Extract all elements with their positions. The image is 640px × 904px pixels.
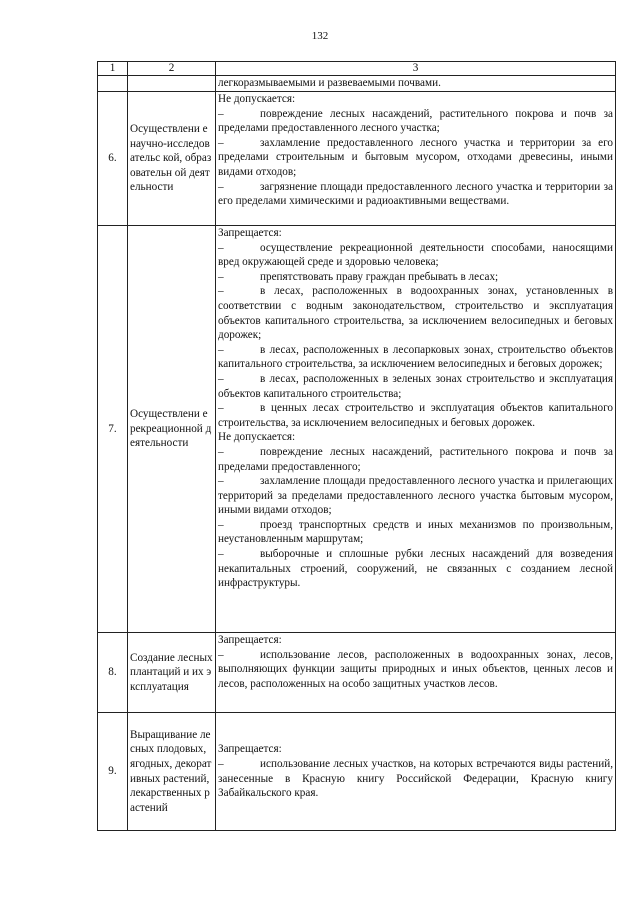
dash-marker: – <box>218 648 224 661</box>
dash-marker: – <box>218 180 224 193</box>
restriction-heading: Не допускается: <box>218 93 296 105</box>
restriction-text: осуществление рекреационной деятельности способами, наносящими вред окружающей среде и здоровью человека; <box>218 241 613 269</box>
restrictions-cell <box>216 226 616 633</box>
dash-marker: – <box>218 475 224 488</box>
dash-marker: – <box>218 270 224 283</box>
dash-marker: – <box>218 548 224 561</box>
restriction-item <box>218 401 613 430</box>
restriction-item <box>218 518 613 547</box>
restriction-item <box>218 343 613 372</box>
restriction-text: повреждение лесных насаждений, растительного покрова и почв за пределами предоставленного; <box>218 445 613 473</box>
restriction-text: в лесах, расположенных в водоохранных зонах, установленных в соответствии с водным законодательством, строительство и эксплуатация объектов капитального строительства, за исключением велосипедных и беговых дорожек; <box>218 285 613 342</box>
continuation-text: легкоразмываемыми и развеваемыми почвами. <box>216 76 616 92</box>
restriction-item <box>218 241 613 270</box>
restrictions-cell <box>216 713 616 831</box>
row-number: 8. <box>98 633 128 713</box>
restriction-text: выборочные и сплошные рубки лесных насаждений для возведения некапитальных строений, сооружений, не связанных с созданием лесной инфраструктуры. <box>218 548 613 590</box>
restriction-heading: Запрещается: <box>218 227 282 239</box>
dash-marker: – <box>218 372 224 385</box>
table-row <box>98 92 616 226</box>
table-row <box>98 713 616 831</box>
restriction-item <box>218 136 613 180</box>
restriction-text: в лесах, расположенных в лесопарковых зонах, строительство объектов капитального строительства, за исключением велосипедных и беговых дорожек; <box>218 343 613 371</box>
activity-name: Осуществлени е научно-исследовательс кой, образовательн ой деятельности <box>128 92 216 226</box>
row-number: 9. <box>98 713 128 831</box>
continuation-row <box>98 76 616 92</box>
activity-name: Осуществлени е рекреационной деятельности <box>128 226 216 633</box>
regulations-table <box>97 61 616 831</box>
restriction-text: проезд транспортных средств и иных механизмов по произвольным, неустановленным маршрутам; <box>218 518 613 546</box>
restriction-item <box>218 270 613 285</box>
row-number: 6. <box>98 92 128 226</box>
dash-marker: – <box>218 343 224 356</box>
dash-marker: – <box>218 136 224 149</box>
restriction-text: захламление предоставленного лесного участка и территории за его пределами строительным и бытовым мусором, отходами древесины, иными видами отходов; <box>218 136 613 178</box>
restriction-heading: Не допускается: <box>218 431 296 444</box>
restriction-item <box>218 757 613 801</box>
dash-marker: – <box>218 107 224 120</box>
dash-marker: – <box>218 402 224 415</box>
dash-marker: – <box>218 757 224 770</box>
restriction-item <box>218 372 613 401</box>
restriction-text: в лесах, расположенных в зеленых зонах строительство и эксплуатация объектов капитального строительства; <box>218 372 613 400</box>
restriction-item <box>218 180 613 209</box>
continuation-name-cell <box>128 76 216 92</box>
dash-marker: – <box>218 241 224 254</box>
restrictions-cell <box>216 633 616 713</box>
restriction-item <box>218 107 613 136</box>
restriction-item <box>218 547 613 591</box>
table-row <box>98 226 616 633</box>
restriction-text: препятствовать праву граждан пребывать в лесах; <box>260 270 499 283</box>
restriction-text: использование лесов, расположенных в водоохранных зонах, лесов, выполняющих функции защиты природных и иных объектов, ценных лесов и лесов, расположенных на особо защитных участков лесов. <box>218 648 613 690</box>
header-col-1: 1 <box>98 62 128 76</box>
restriction-item <box>218 648 613 692</box>
header-col-2: 2 <box>128 62 216 76</box>
restriction-item <box>218 284 613 342</box>
table-row <box>98 633 616 713</box>
restriction-text: загрязнение площади предоставленного лесного участка и территории за его пределами химическими и радиоактивными веществами. <box>218 180 613 208</box>
header-col-3: 3 <box>216 62 616 76</box>
page-number: 132 <box>311 30 329 42</box>
restriction-text: использование лесных участков, на которых встречаются виды растений, занесенные в Красную книгу Российской Федерации, Красную книгу Забайкальского края. <box>218 757 613 800</box>
restriction-item <box>218 445 613 474</box>
row-number: 7. <box>98 226 128 633</box>
restriction-text: повреждение лесных насаждений, растительного покрова и почв за пределами предоставленного лесного участка; <box>218 107 613 135</box>
restriction-heading: Запрещается: <box>218 634 282 646</box>
restriction-heading: Запрещается: <box>218 743 282 756</box>
continuation-num-cell <box>98 76 128 92</box>
restriction-text: захламление площади предоставленного лесного участка и прилегающих территорий за пределами предоставленного лесного участка бытовым мусором, иными видами отходов; <box>218 475 613 517</box>
activity-name: Создание лесных плантаций и их эксплуатация <box>128 633 216 713</box>
dash-marker: – <box>218 285 224 298</box>
dash-marker: – <box>218 445 224 458</box>
restrictions-cell <box>216 92 616 226</box>
restriction-item <box>218 474 613 518</box>
activity-name: Выращивание лесных плодовых, ягодных, декоративных растений, лекарственных растений <box>128 713 216 831</box>
restriction-text: в ценных лесах строительство и эксплуатация объектов капитального строительства, за исключением велосипедных и беговых дорожек. <box>218 402 613 429</box>
table-header-row <box>98 62 616 76</box>
dash-marker: – <box>218 518 224 531</box>
